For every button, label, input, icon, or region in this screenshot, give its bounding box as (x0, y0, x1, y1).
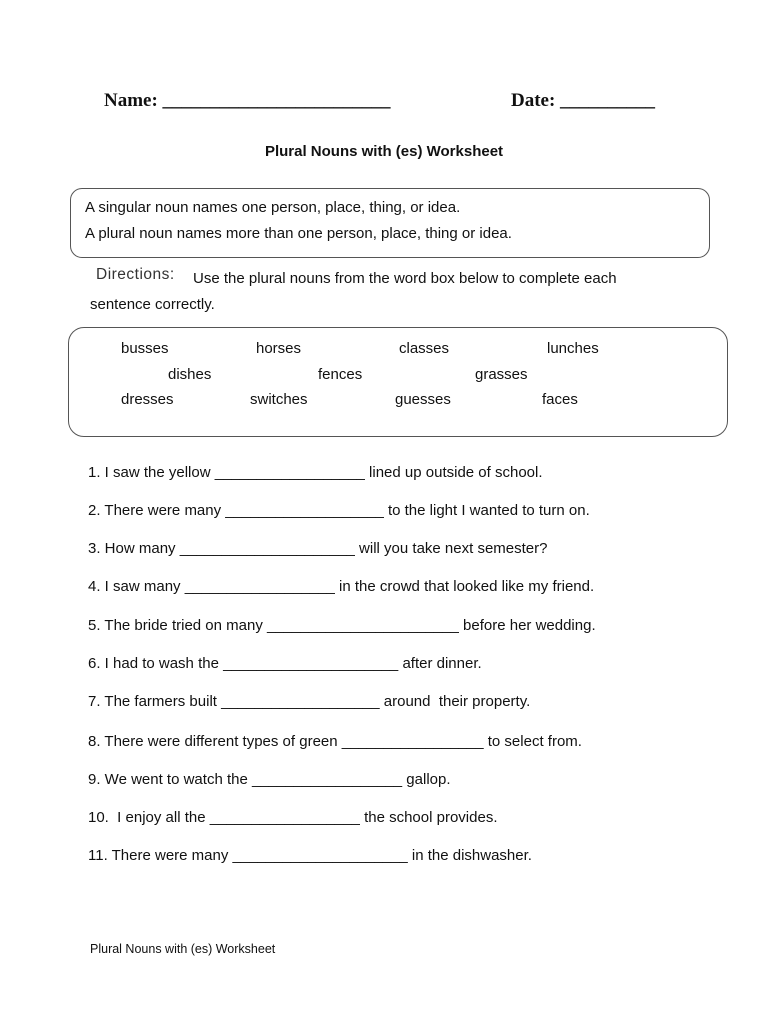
question-4: 4. I saw many __________________ in the crowd that looked like my friend. (88, 578, 595, 595)
word-item: switches (250, 391, 308, 408)
question-5: 5. The bride tried on many _______________________ before her wedding. (88, 617, 596, 634)
word-item: lunches (547, 340, 599, 357)
question-9: 9. We went to watch the __________________ gallop. (88, 771, 451, 788)
question-8: 8. There were different types of green _________________ to select from. (88, 733, 582, 750)
definition-plural: A plural noun names more than one person, place, thing or idea. (85, 225, 512, 242)
question-2: 2. There were many ___________________ to the light I wanted to turn on. (88, 502, 590, 519)
question-6: 6. I had to wash the _____________________ after dinner. (88, 655, 482, 672)
name-field-label: Name: ________________________ (104, 90, 391, 111)
word-item: guesses (395, 391, 451, 408)
word-item: dresses (121, 391, 174, 408)
definition-singular: A singular noun names one person, place, thing, or idea. (85, 199, 461, 216)
word-item: fences (318, 366, 363, 383)
question-10: 10. I enjoy all the __________________ the school provides. (88, 809, 498, 826)
question-3: 3. How many _____________________ will you take next semester? (88, 540, 548, 557)
word-item: busses (121, 340, 169, 357)
directions-text-line1: Use the plural nouns from the word box below to complete each (193, 270, 617, 287)
page-footer: Plural Nouns with (es) Worksheet (90, 942, 276, 956)
word-item: grasses (475, 366, 528, 383)
directions-text-line2: sentence correctly. (90, 296, 215, 313)
word-item: faces (542, 391, 578, 408)
date-field-label: Date: __________ (511, 90, 656, 111)
question-7: 7. The farmers built ___________________ around their property. (88, 693, 531, 710)
question-1: 1. I saw the yellow __________________ lined up outside of school. (88, 464, 543, 481)
worksheet-title: Plural Nouns with (es) Worksheet (264, 143, 504, 160)
question-11: 11. There were many _____________________ in the dishwasher. (88, 847, 532, 864)
directions-label: Directions: (96, 266, 175, 283)
word-item: horses (256, 340, 302, 357)
word-item: classes (399, 340, 450, 357)
word-item: dishes (168, 366, 212, 383)
